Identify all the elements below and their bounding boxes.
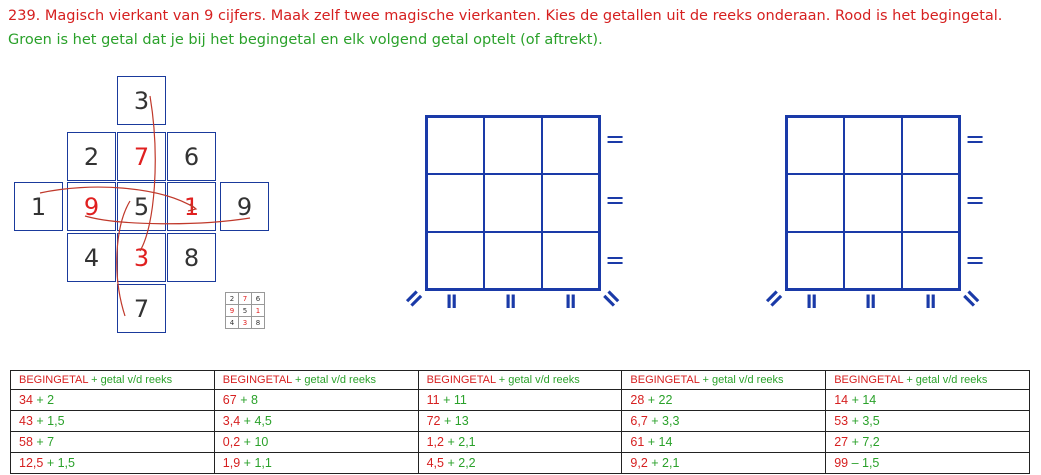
start-number: 6,7 <box>630 414 648 428</box>
table-cell <box>418 453 622 474</box>
mini-cell: 5 <box>239 305 252 317</box>
table-cell <box>418 432 622 453</box>
square-cell[interactable] <box>902 174 959 231</box>
table-cell <box>418 411 622 432</box>
start-number: 12,5 <box>19 456 44 470</box>
column-sum-sign: ll <box>446 292 457 313</box>
table-cell <box>622 411 826 432</box>
table-header-row <box>11 371 1030 390</box>
header-green: + getal v/d reeks <box>906 374 988 386</box>
square-cell[interactable] <box>427 232 484 289</box>
table-header <box>826 371 1030 390</box>
instruction-green: Groen is het getal dat je bij het begingetal en elk volgend getal optelt (of aftrekt). <box>8 32 603 48</box>
mini-cell: 9 <box>226 305 239 317</box>
square-cell[interactable] <box>542 174 599 231</box>
magic-square-1 <box>425 115 601 291</box>
step-number: + 14 <box>647 435 673 449</box>
table-cell <box>826 432 1030 453</box>
square-cell[interactable] <box>542 117 599 174</box>
example-cell: 7 <box>117 132 166 181</box>
instruction-text <box>8 4 1033 52</box>
header-red: BEGINGETAL <box>222 374 292 386</box>
start-number: 1,9 <box>222 456 241 470</box>
mini-cell: 4 <box>226 317 239 329</box>
header-green: + getal v/d reeks <box>294 374 376 386</box>
example-cell: 9 <box>67 182 116 231</box>
start-number: 3,4 <box>222 414 241 428</box>
row-sum-sign: = <box>965 125 986 153</box>
table-cell <box>11 390 215 411</box>
table-row <box>11 390 1030 411</box>
table-header <box>214 371 418 390</box>
diagonal-sum-sign: ll <box>401 287 425 312</box>
table-row <box>11 432 1030 453</box>
row-sum-sign: = <box>605 125 626 153</box>
start-number: 58 <box>19 435 33 449</box>
step-number: + 13 <box>443 414 469 428</box>
square-cell[interactable] <box>844 232 901 289</box>
step-number: + 8 <box>240 393 258 407</box>
square-cell[interactable] <box>484 117 541 174</box>
instruction-red: 239. Magisch vierkant van 9 cijfers. Maak zelf twee magische vierkanten. Kies de getallen uit de reeks onderaan. Rood is het begingetal. <box>8 8 1003 24</box>
column-sum-sign: ll <box>806 292 817 313</box>
square-cell[interactable] <box>542 232 599 289</box>
column-sum-sign: ll <box>565 292 576 313</box>
table-cell <box>826 453 1030 474</box>
start-number: 1,2 <box>426 435 444 449</box>
start-number: 72 <box>426 414 441 428</box>
example-cell: 2 <box>67 132 116 181</box>
header-red: BEGINGETAL <box>834 374 904 386</box>
start-number: 53 <box>834 414 849 428</box>
square-cell[interactable] <box>484 174 541 231</box>
table-cell <box>214 432 418 453</box>
step-number: + 11 <box>443 393 467 407</box>
step-number: + 1,1 <box>243 456 272 470</box>
header-green: + getal v/d reeks <box>702 374 784 386</box>
table-cell <box>214 411 418 432</box>
example-cell: 4 <box>67 233 116 282</box>
start-number: 34 <box>19 393 33 407</box>
start-number: 4,5 <box>426 456 444 470</box>
step-number: + 3,3 <box>651 414 680 428</box>
table-cell <box>11 453 215 474</box>
table-cell <box>826 411 1030 432</box>
mini-cell: 6 <box>252 293 265 305</box>
step-number: + 1,5 <box>36 414 65 428</box>
table-header <box>11 371 215 390</box>
table-cell <box>826 390 1030 411</box>
step-number: + 2 <box>36 393 55 407</box>
start-number: 61 <box>630 435 645 449</box>
mini-cell: 3 <box>239 317 252 329</box>
example-mini-square <box>225 292 265 329</box>
start-number: 28 <box>630 393 645 407</box>
start-number: 27 <box>834 435 849 449</box>
step-number: + 2,1 <box>651 456 680 470</box>
square-cell[interactable] <box>427 174 484 231</box>
square-cell[interactable] <box>787 117 844 174</box>
step-number: + 1,5 <box>46 456 75 470</box>
table-row <box>11 411 1030 432</box>
column-sum-sign: ll <box>865 292 876 313</box>
step-number: + 3,5 <box>851 414 880 428</box>
step-number: – 1,5 <box>851 456 880 470</box>
row-sum-sign: = <box>605 246 626 274</box>
start-number: 9,2 <box>630 456 648 470</box>
example-cell-bottom: 7 <box>117 284 166 333</box>
step-number: + 10 <box>243 435 269 449</box>
table-cell <box>214 453 418 474</box>
square-cell[interactable] <box>844 117 901 174</box>
header-red: BEGINGETAL <box>19 374 89 386</box>
mini-cell: 2 <box>226 293 239 305</box>
step-number: + 22 <box>647 393 673 407</box>
table-cell <box>11 432 215 453</box>
table-cell <box>214 390 418 411</box>
row-sum-sign: = <box>605 186 626 214</box>
table-cell <box>418 390 622 411</box>
step-number: + 4,5 <box>243 414 272 428</box>
header-green: + getal v/d reeks <box>498 374 580 386</box>
start-number: 99 <box>834 456 849 470</box>
step-number: + 2,2 <box>447 456 476 470</box>
start-number: 43 <box>19 414 33 428</box>
diagonal-sum-sign: ll <box>960 287 984 312</box>
header-green: + getal v/d reeks <box>91 374 173 386</box>
example-cell: 1 <box>167 182 216 231</box>
header-red: BEGINGETAL <box>426 374 496 386</box>
start-number: 14 <box>834 393 849 407</box>
example-cell: 6 <box>167 132 216 181</box>
step-number: + 14 <box>851 393 877 407</box>
square-cell[interactable] <box>844 174 901 231</box>
column-sum-sign: ll <box>925 292 936 313</box>
example-cell: 5 <box>117 182 166 231</box>
square-cell[interactable] <box>484 232 541 289</box>
step-number: + 2,1 <box>447 435 476 449</box>
diagonal-sum-sign: ll <box>761 287 785 312</box>
diagonal-sum-sign: ll <box>600 287 624 312</box>
row-sum-sign: = <box>965 246 986 274</box>
square-cell[interactable] <box>427 117 484 174</box>
column-sum-sign: ll <box>505 292 516 313</box>
table-cell <box>622 453 826 474</box>
example-cell: 3 <box>117 233 166 282</box>
example-cell: 1 <box>14 182 63 231</box>
start-number: 67 <box>222 393 237 407</box>
example-cell: 9 <box>220 182 269 231</box>
table-cell <box>622 390 826 411</box>
step-number: + 7 <box>36 435 55 449</box>
table-cell <box>622 432 826 453</box>
example-cell: 8 <box>167 233 216 282</box>
row-sum-sign: = <box>965 186 986 214</box>
example-cell-top: 3 <box>117 76 166 125</box>
square-cell[interactable] <box>787 232 844 289</box>
header-red: BEGINGETAL <box>630 374 700 386</box>
table-header <box>418 371 622 390</box>
start-number: 0,2 <box>222 435 241 449</box>
table-header <box>622 371 826 390</box>
start-number: 11 <box>426 393 440 407</box>
mini-cell: 7 <box>239 293 252 305</box>
number-series-table <box>10 370 1030 474</box>
magic-square-2 <box>785 115 961 291</box>
table-row <box>11 453 1030 474</box>
square-cell[interactable] <box>787 174 844 231</box>
mini-cell: 8 <box>252 317 265 329</box>
square-cell[interactable] <box>902 232 959 289</box>
table-cell <box>11 411 215 432</box>
step-number: + 7,2 <box>851 435 880 449</box>
square-cell[interactable] <box>902 117 959 174</box>
mini-cell: 1 <box>252 305 265 317</box>
